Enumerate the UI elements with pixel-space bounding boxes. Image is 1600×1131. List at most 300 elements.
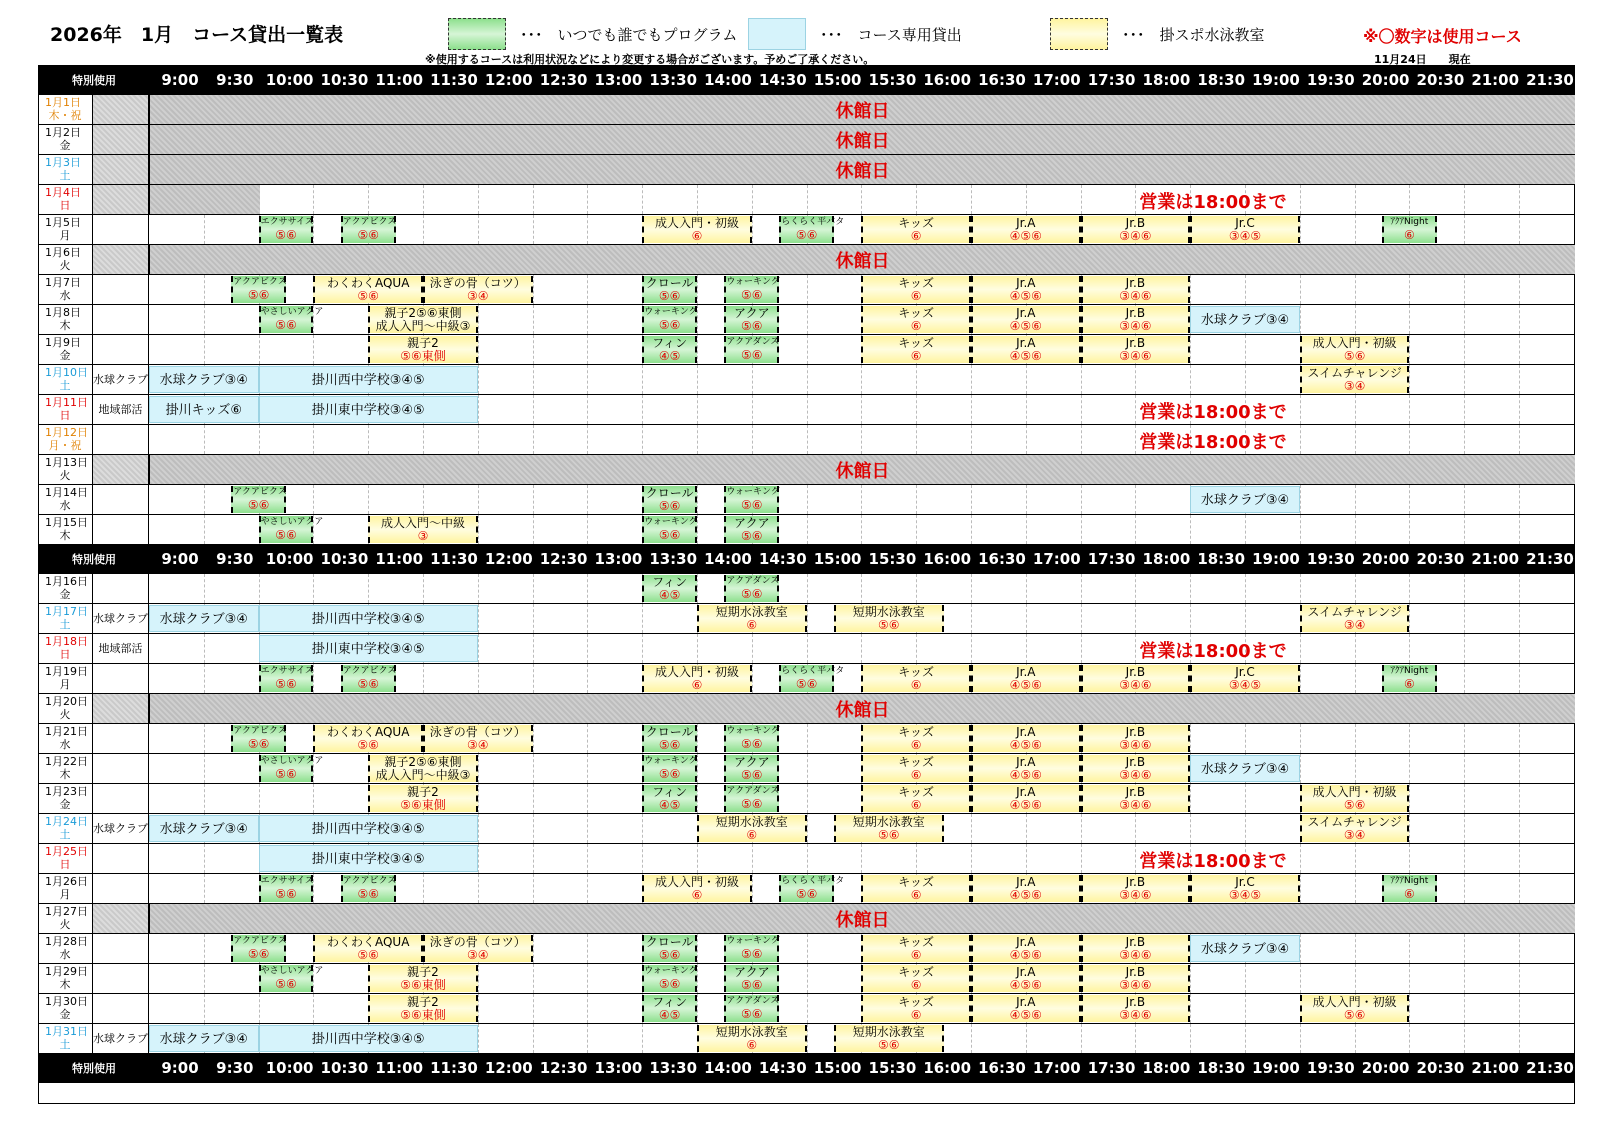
course-numbers: ⑤⑥ bbox=[741, 529, 763, 543]
schedule-block[interactable] bbox=[971, 306, 1081, 333]
time-gridline bbox=[313, 425, 314, 454]
time-gridline bbox=[1190, 275, 1191, 304]
time-gridline bbox=[1355, 664, 1356, 693]
schedule-block[interactable] bbox=[642, 516, 697, 543]
date-cell bbox=[39, 634, 93, 663]
schedule-block[interactable] bbox=[259, 216, 314, 243]
time-header-cell: 11:30 bbox=[430, 1059, 478, 1077]
schedule-block[interactable] bbox=[259, 605, 478, 632]
date-label: 1月14日 bbox=[45, 486, 88, 499]
closed-label: 休館日 bbox=[835, 699, 890, 721]
weekday-label: 土 bbox=[59, 1038, 71, 1051]
schedule-block[interactable] bbox=[779, 216, 845, 243]
time-gridline bbox=[1519, 185, 1520, 214]
schedule-block[interactable] bbox=[1081, 785, 1191, 812]
schedule-block[interactable] bbox=[368, 995, 478, 1022]
time-header-cell: 18:30 bbox=[1197, 550, 1246, 568]
schedule-block[interactable] bbox=[724, 725, 779, 752]
program-name: ｱｸｱNight bbox=[1390, 217, 1429, 227]
program-name: Jr.A bbox=[1016, 306, 1036, 320]
time-gridline bbox=[807, 305, 808, 334]
schedule-block[interactable] bbox=[149, 815, 259, 842]
time-gridline bbox=[313, 574, 314, 603]
schedule-block[interactable] bbox=[779, 875, 845, 902]
time-gridline bbox=[587, 215, 588, 244]
schedule-block[interactable] bbox=[368, 785, 478, 812]
schedule-block[interactable] bbox=[259, 1025, 478, 1052]
date-label: 1月22日 bbox=[45, 755, 88, 768]
day-row bbox=[39, 185, 1574, 215]
time-gridline bbox=[587, 634, 588, 663]
course-numbers: ⑤⑥ bbox=[658, 289, 681, 303]
schedule-block[interactable] bbox=[971, 755, 1081, 782]
time-gridline bbox=[1519, 634, 1520, 663]
schedule-block[interactable] bbox=[313, 935, 423, 962]
schedule-block[interactable] bbox=[149, 396, 259, 423]
schedule-block[interactable] bbox=[861, 276, 971, 303]
schedule-block[interactable] bbox=[313, 725, 423, 752]
time-header-cell: 12:00 bbox=[484, 1059, 533, 1077]
schedule-block[interactable] bbox=[259, 366, 478, 393]
schedule-block[interactable] bbox=[368, 516, 478, 543]
schedule-block[interactable] bbox=[971, 935, 1081, 962]
as-of-date: 11月24日 現在 bbox=[1374, 53, 1471, 66]
program-name: 親子2⑤⑥東側 bbox=[384, 306, 462, 320]
schedule-block[interactable] bbox=[971, 665, 1081, 692]
schedule-block[interactable] bbox=[971, 995, 1081, 1022]
page-title: 2026年 1月 コース貸出一覧表 bbox=[50, 24, 344, 46]
schedule-block[interactable] bbox=[1300, 366, 1410, 393]
schedule-block[interactable] bbox=[1190, 306, 1300, 333]
program-name: 掛川東中学校③④⑤ bbox=[311, 852, 425, 867]
schedule-block[interactable] bbox=[1081, 755, 1191, 782]
time-gridline bbox=[478, 964, 479, 993]
schedule-grid bbox=[38, 65, 1575, 1104]
schedule-block[interactable] bbox=[259, 516, 324, 543]
schedule-block[interactable] bbox=[642, 276, 697, 303]
program-name: Jr.A bbox=[1016, 935, 1036, 949]
time-gridline bbox=[971, 574, 972, 603]
schedule-block[interactable] bbox=[861, 875, 971, 902]
schedule-block[interactable] bbox=[642, 755, 697, 782]
schedule-block[interactable] bbox=[259, 815, 478, 842]
schedule-block[interactable] bbox=[259, 635, 478, 662]
schedule-block[interactable] bbox=[1300, 995, 1410, 1022]
schedule-block[interactable] bbox=[341, 665, 396, 692]
time-gridline bbox=[1135, 604, 1136, 633]
time-gridline bbox=[1245, 724, 1246, 753]
time-gridline bbox=[1135, 1024, 1136, 1053]
schedule-block[interactable] bbox=[231, 276, 286, 303]
schedule-block[interactable] bbox=[341, 875, 396, 902]
course-numbers: ③④⑥ bbox=[1119, 798, 1152, 812]
schedule-block[interactable] bbox=[423, 276, 533, 303]
schedule-block[interactable] bbox=[861, 785, 971, 812]
time-gridline bbox=[1519, 844, 1520, 873]
schedule-block[interactable] bbox=[642, 306, 697, 333]
program-name: Jr.B bbox=[1125, 276, 1146, 290]
hours-notice: 営業は18:00まで bbox=[1139, 641, 1287, 662]
schedule-block[interactable] bbox=[1300, 785, 1410, 812]
schedule-block[interactable] bbox=[231, 486, 286, 513]
schedule-block[interactable] bbox=[642, 995, 697, 1022]
schedule-block[interactable] bbox=[1190, 486, 1300, 513]
time-gridline bbox=[971, 1024, 972, 1053]
weekday-label: 金 bbox=[59, 1008, 71, 1021]
program-name: 掛川西中学校③④⑤ bbox=[311, 1032, 425, 1047]
program-name: 泳ぎの骨（コツ） bbox=[429, 935, 526, 949]
time-header-cell: 17:30 bbox=[1087, 1059, 1136, 1077]
schedule-block[interactable] bbox=[1190, 935, 1300, 962]
time-gridline bbox=[1355, 844, 1356, 873]
course-numbers: ③④⑤ bbox=[1228, 678, 1262, 692]
course-numbers: ③④⑤ bbox=[1228, 229, 1262, 243]
schedule-block[interactable] bbox=[368, 755, 478, 782]
time-gridline bbox=[478, 215, 479, 244]
schedule-block[interactable] bbox=[423, 725, 533, 752]
time-header-cell: 21:30 bbox=[1526, 550, 1574, 568]
legend-label-program: ･･･ いつでも誰でもプログラム bbox=[520, 26, 738, 44]
time-gridline bbox=[1464, 814, 1465, 843]
date-cell bbox=[39, 754, 93, 783]
schedule-block[interactable] bbox=[259, 396, 478, 423]
time-gridline bbox=[1409, 574, 1410, 603]
time-gridline bbox=[587, 784, 588, 813]
schedule-block[interactable] bbox=[259, 755, 324, 782]
time-gridline bbox=[1464, 215, 1465, 244]
course-numbers: ⑥ bbox=[746, 1038, 758, 1052]
schedule-block[interactable] bbox=[642, 336, 697, 363]
schedule-block[interactable] bbox=[642, 965, 697, 992]
time-gridline bbox=[697, 634, 698, 663]
schedule-block[interactable] bbox=[642, 216, 752, 243]
time-gridline bbox=[587, 305, 588, 334]
program-name: ウォーキング bbox=[644, 517, 698, 527]
time-gridline bbox=[1135, 844, 1136, 873]
schedule-block[interactable] bbox=[861, 725, 971, 752]
schedule-block[interactable] bbox=[231, 935, 286, 962]
time-gridline bbox=[642, 185, 643, 214]
schedule-block[interactable] bbox=[724, 935, 779, 962]
schedule-block[interactable] bbox=[971, 875, 1081, 902]
date-label: 1月11日 bbox=[45, 396, 88, 409]
schedule-block[interactable] bbox=[642, 575, 697, 602]
course-numbers: ③④⑥ bbox=[1119, 349, 1152, 363]
legend-label-school: ･･･ 掛スポ水泳教室 bbox=[1122, 26, 1265, 44]
time-header-cell: 20:00 bbox=[1361, 1059, 1410, 1077]
schedule-block[interactable] bbox=[724, 575, 779, 602]
special-use-cell bbox=[93, 664, 149, 693]
legend-swatch-rental bbox=[748, 18, 806, 50]
program-name: ウォーキング bbox=[726, 726, 780, 736]
schedule-block[interactable] bbox=[779, 665, 845, 692]
program-name: ウォーキング bbox=[644, 756, 698, 766]
course-numbers: ③④⑥ bbox=[1119, 738, 1152, 752]
time-gridline bbox=[478, 994, 479, 1023]
course-numbers: ⑤⑥ bbox=[357, 738, 379, 752]
legend-swatch-program bbox=[448, 18, 506, 50]
schedule-block[interactable] bbox=[259, 665, 314, 692]
schedule-block[interactable] bbox=[642, 665, 752, 692]
time-gridline bbox=[478, 185, 479, 214]
time-header-cell: 15:30 bbox=[868, 550, 917, 568]
schedule-block[interactable] bbox=[1081, 935, 1191, 962]
schedule-block[interactable] bbox=[1081, 965, 1191, 992]
schedule-block[interactable] bbox=[1081, 276, 1191, 303]
program-name: クロール bbox=[645, 725, 694, 739]
schedule-block[interactable] bbox=[971, 336, 1081, 363]
schedule-block[interactable] bbox=[724, 516, 779, 543]
time-gridline bbox=[204, 754, 205, 783]
time-gridline bbox=[1519, 515, 1520, 544]
time-gridline bbox=[1081, 185, 1082, 214]
course-numbers: ⑤⑥ bbox=[741, 797, 763, 811]
time-gridline bbox=[752, 634, 753, 663]
schedule-block[interactable] bbox=[642, 875, 752, 902]
schedule-block[interactable] bbox=[861, 755, 971, 782]
program-name: ウォーキング bbox=[726, 277, 780, 287]
date-label: 1月19日 bbox=[45, 665, 88, 678]
schedule-block[interactable] bbox=[1382, 216, 1437, 243]
course-numbers: ⑤⑥ bbox=[795, 228, 818, 242]
schedule-block[interactable] bbox=[642, 785, 697, 812]
schedule-block[interactable] bbox=[861, 965, 971, 992]
schedule-block[interactable] bbox=[642, 486, 697, 513]
schedule-block[interactable] bbox=[971, 785, 1081, 812]
schedule-block[interactable] bbox=[724, 306, 779, 333]
schedule-block[interactable] bbox=[1190, 216, 1300, 243]
schedule-block[interactable] bbox=[724, 276, 779, 303]
schedule-block[interactable] bbox=[149, 1025, 259, 1052]
time-gridline bbox=[587, 275, 588, 304]
schedule-block[interactable] bbox=[1382, 665, 1437, 692]
schedule-block[interactable] bbox=[724, 995, 779, 1022]
time-gridline bbox=[1135, 485, 1136, 514]
time-gridline bbox=[971, 634, 972, 663]
schedule-block[interactable] bbox=[861, 216, 971, 243]
schedule-block[interactable] bbox=[642, 935, 697, 962]
time-header-cell: 14:30 bbox=[758, 550, 807, 568]
schedule-block[interactable] bbox=[861, 306, 971, 333]
schedule-block[interactable] bbox=[259, 306, 324, 333]
schedule-block[interactable] bbox=[1081, 216, 1191, 243]
time-gridline bbox=[916, 574, 917, 603]
program-name: Jr.B bbox=[1125, 216, 1146, 230]
program-name: 成人入門・初級 bbox=[654, 875, 739, 889]
program-name: わくわくAQUA bbox=[326, 725, 410, 739]
course-numbers: ⑤⑥ bbox=[247, 947, 270, 961]
schedule-block[interactable] bbox=[697, 1025, 807, 1052]
schedule-block[interactable] bbox=[259, 845, 478, 872]
time-header-cell: 16:00 bbox=[923, 71, 972, 89]
schedule-block[interactable] bbox=[834, 815, 944, 842]
schedule-block[interactable] bbox=[341, 216, 396, 243]
time-gridline bbox=[1026, 395, 1027, 424]
time-gridline bbox=[1300, 485, 1301, 514]
time-header-cell: 12:00 bbox=[484, 71, 533, 89]
schedule-block[interactable] bbox=[1081, 336, 1191, 363]
schedule-block[interactable] bbox=[1081, 665, 1191, 692]
schedule-block[interactable] bbox=[861, 935, 971, 962]
program-name: わくわくAQUA bbox=[326, 935, 410, 949]
time-gridline bbox=[971, 425, 972, 454]
schedule-block[interactable] bbox=[1190, 755, 1300, 782]
time-gridline bbox=[1355, 574, 1356, 603]
schedule-block[interactable] bbox=[861, 995, 971, 1022]
program-name: キッズ bbox=[898, 665, 935, 679]
program-name: エクササイズ bbox=[260, 666, 314, 676]
time-gridline bbox=[313, 485, 314, 514]
time-gridline bbox=[1190, 604, 1191, 633]
hours-notice: 営業は18:00まで bbox=[1139, 432, 1287, 453]
time-gridline bbox=[916, 634, 917, 663]
time-gridline bbox=[861, 844, 862, 873]
schedule-block[interactable] bbox=[149, 366, 259, 393]
time-gridline bbox=[807, 724, 808, 753]
schedule-block[interactable] bbox=[1382, 875, 1437, 902]
schedule-block[interactable] bbox=[1081, 875, 1191, 902]
schedule-block[interactable] bbox=[1081, 306, 1191, 333]
schedule-block[interactable] bbox=[259, 965, 324, 992]
schedule-block[interactable] bbox=[368, 306, 478, 333]
schedule-block[interactable] bbox=[423, 935, 533, 962]
time-gridline bbox=[1409, 485, 1410, 514]
schedule-block[interactable] bbox=[724, 965, 779, 992]
schedule-block[interactable] bbox=[697, 815, 807, 842]
time-header-cell: 18:30 bbox=[1197, 1059, 1246, 1077]
course-numbers: ⑥ bbox=[1404, 887, 1415, 901]
schedule-block[interactable] bbox=[861, 336, 971, 363]
time-gridline bbox=[1026, 604, 1027, 633]
schedule-block[interactable] bbox=[834, 605, 944, 632]
special-use-cell bbox=[93, 185, 149, 214]
date-label: 1月1日 bbox=[45, 96, 81, 109]
time-gridline bbox=[1409, 185, 1410, 214]
schedule-block[interactable] bbox=[724, 785, 779, 812]
schedule-block[interactable] bbox=[697, 605, 807, 632]
time-gridline bbox=[423, 215, 424, 244]
schedule-block[interactable] bbox=[724, 755, 779, 782]
schedule-block[interactable] bbox=[834, 1025, 944, 1052]
time-gridline bbox=[971, 515, 972, 544]
schedule-block[interactable] bbox=[724, 486, 779, 513]
day-row bbox=[39, 934, 1574, 964]
course-numbers: ⑤⑥ bbox=[878, 618, 900, 632]
time-gridline bbox=[1190, 365, 1191, 394]
program-name: Jr.A bbox=[1016, 665, 1036, 679]
schedule-block[interactable] bbox=[971, 725, 1081, 752]
schedule-block[interactable] bbox=[1190, 665, 1300, 692]
course-numbers: ④⑤⑥ bbox=[1009, 349, 1042, 363]
program-name: スイムチャレンジ bbox=[1307, 815, 1402, 829]
schedule-block[interactable] bbox=[231, 725, 286, 752]
schedule-block[interactable] bbox=[149, 605, 259, 632]
time-gridline bbox=[697, 844, 698, 873]
legend-label-rental: ･･･ コース専用貸出 bbox=[820, 26, 962, 44]
course-numbers: ④⑤⑥ bbox=[1009, 319, 1042, 333]
weekday-label: 木・祝 bbox=[48, 109, 82, 122]
time-header-cell: 18:00 bbox=[1142, 550, 1191, 568]
time-gridline bbox=[587, 365, 588, 394]
program-name: Jr.A bbox=[1016, 216, 1036, 230]
schedule-block[interactable] bbox=[259, 875, 314, 902]
schedule-block[interactable] bbox=[1081, 995, 1191, 1022]
time-gridline bbox=[1519, 874, 1520, 903]
schedule-block[interactable] bbox=[971, 965, 1081, 992]
program-name: Jr.B bbox=[1125, 935, 1146, 949]
time-gridline bbox=[697, 275, 698, 304]
schedule-block[interactable] bbox=[1190, 875, 1300, 902]
program-name: らくらく平バタ bbox=[781, 876, 845, 886]
schedule-block[interactable] bbox=[313, 276, 423, 303]
time-header-cell: 10:00 bbox=[265, 1059, 314, 1077]
time-gridline bbox=[1190, 335, 1191, 364]
time-gridline bbox=[478, 844, 479, 873]
schedule-block[interactable] bbox=[1300, 815, 1410, 842]
schedule-block[interactable] bbox=[368, 965, 478, 992]
time-gridline bbox=[971, 844, 972, 873]
time-gridline bbox=[1355, 395, 1356, 424]
time-gridline bbox=[1464, 664, 1465, 693]
schedule-block[interactable] bbox=[368, 336, 478, 363]
program-name: アクアダンス bbox=[726, 337, 780, 347]
schedule-block[interactable] bbox=[642, 725, 697, 752]
course-numbers: ④⑤⑥ bbox=[1009, 1008, 1042, 1022]
date-label: 1月6日 bbox=[45, 246, 81, 259]
schedule-block[interactable] bbox=[971, 216, 1081, 243]
time-header-cell: 9:00 bbox=[161, 1059, 199, 1077]
time-gridline bbox=[1081, 814, 1082, 843]
special-use-cell bbox=[93, 455, 149, 484]
time-gridline bbox=[1300, 934, 1301, 963]
schedule-block[interactable] bbox=[1300, 605, 1410, 632]
time-gridline bbox=[587, 185, 588, 214]
course-numbers: ⑥ bbox=[910, 1008, 922, 1022]
special-use-cell: 水球クラブ bbox=[93, 814, 149, 843]
schedule-block[interactable] bbox=[1300, 336, 1410, 363]
date-label: 1月9日 bbox=[45, 336, 81, 349]
course-numbers: ⑤⑥東側 bbox=[400, 1008, 446, 1022]
time-header-cell: 13:30 bbox=[649, 1059, 698, 1077]
time-header-cell: 12:30 bbox=[539, 550, 588, 568]
time-gridline bbox=[478, 515, 479, 544]
weekday-label: 日 bbox=[59, 409, 71, 422]
schedule-block[interactable] bbox=[1081, 725, 1191, 752]
time-header-cell: 19:00 bbox=[1252, 71, 1300, 89]
course-numbers: ⑤⑥ bbox=[357, 228, 379, 242]
program-name: キッズ bbox=[898, 935, 935, 949]
time-gridline bbox=[1135, 814, 1136, 843]
schedule-block[interactable] bbox=[971, 276, 1081, 303]
course-numbers: ③④⑥ bbox=[1119, 978, 1152, 992]
time-gridline bbox=[1026, 365, 1027, 394]
time-gridline bbox=[1026, 515, 1027, 544]
schedule-block[interactable] bbox=[861, 665, 971, 692]
schedule-block[interactable] bbox=[724, 336, 779, 363]
date-label: 1月18日 bbox=[45, 635, 88, 648]
special-use-cell bbox=[93, 904, 149, 933]
time-header-cell: 15:00 bbox=[813, 1059, 862, 1077]
time-gridline bbox=[1519, 485, 1520, 514]
time-gridline bbox=[478, 305, 479, 334]
time-header-cell: 17:30 bbox=[1087, 71, 1136, 89]
program-name: ウォーキング bbox=[644, 966, 698, 976]
time-header-cell: 12:30 bbox=[539, 1059, 588, 1077]
time-gridline bbox=[1026, 844, 1027, 873]
program-name: アクアビクス bbox=[342, 666, 397, 676]
course-numbers: ⑤⑥ bbox=[1343, 798, 1366, 812]
program-name: アクアビクス bbox=[233, 487, 287, 497]
